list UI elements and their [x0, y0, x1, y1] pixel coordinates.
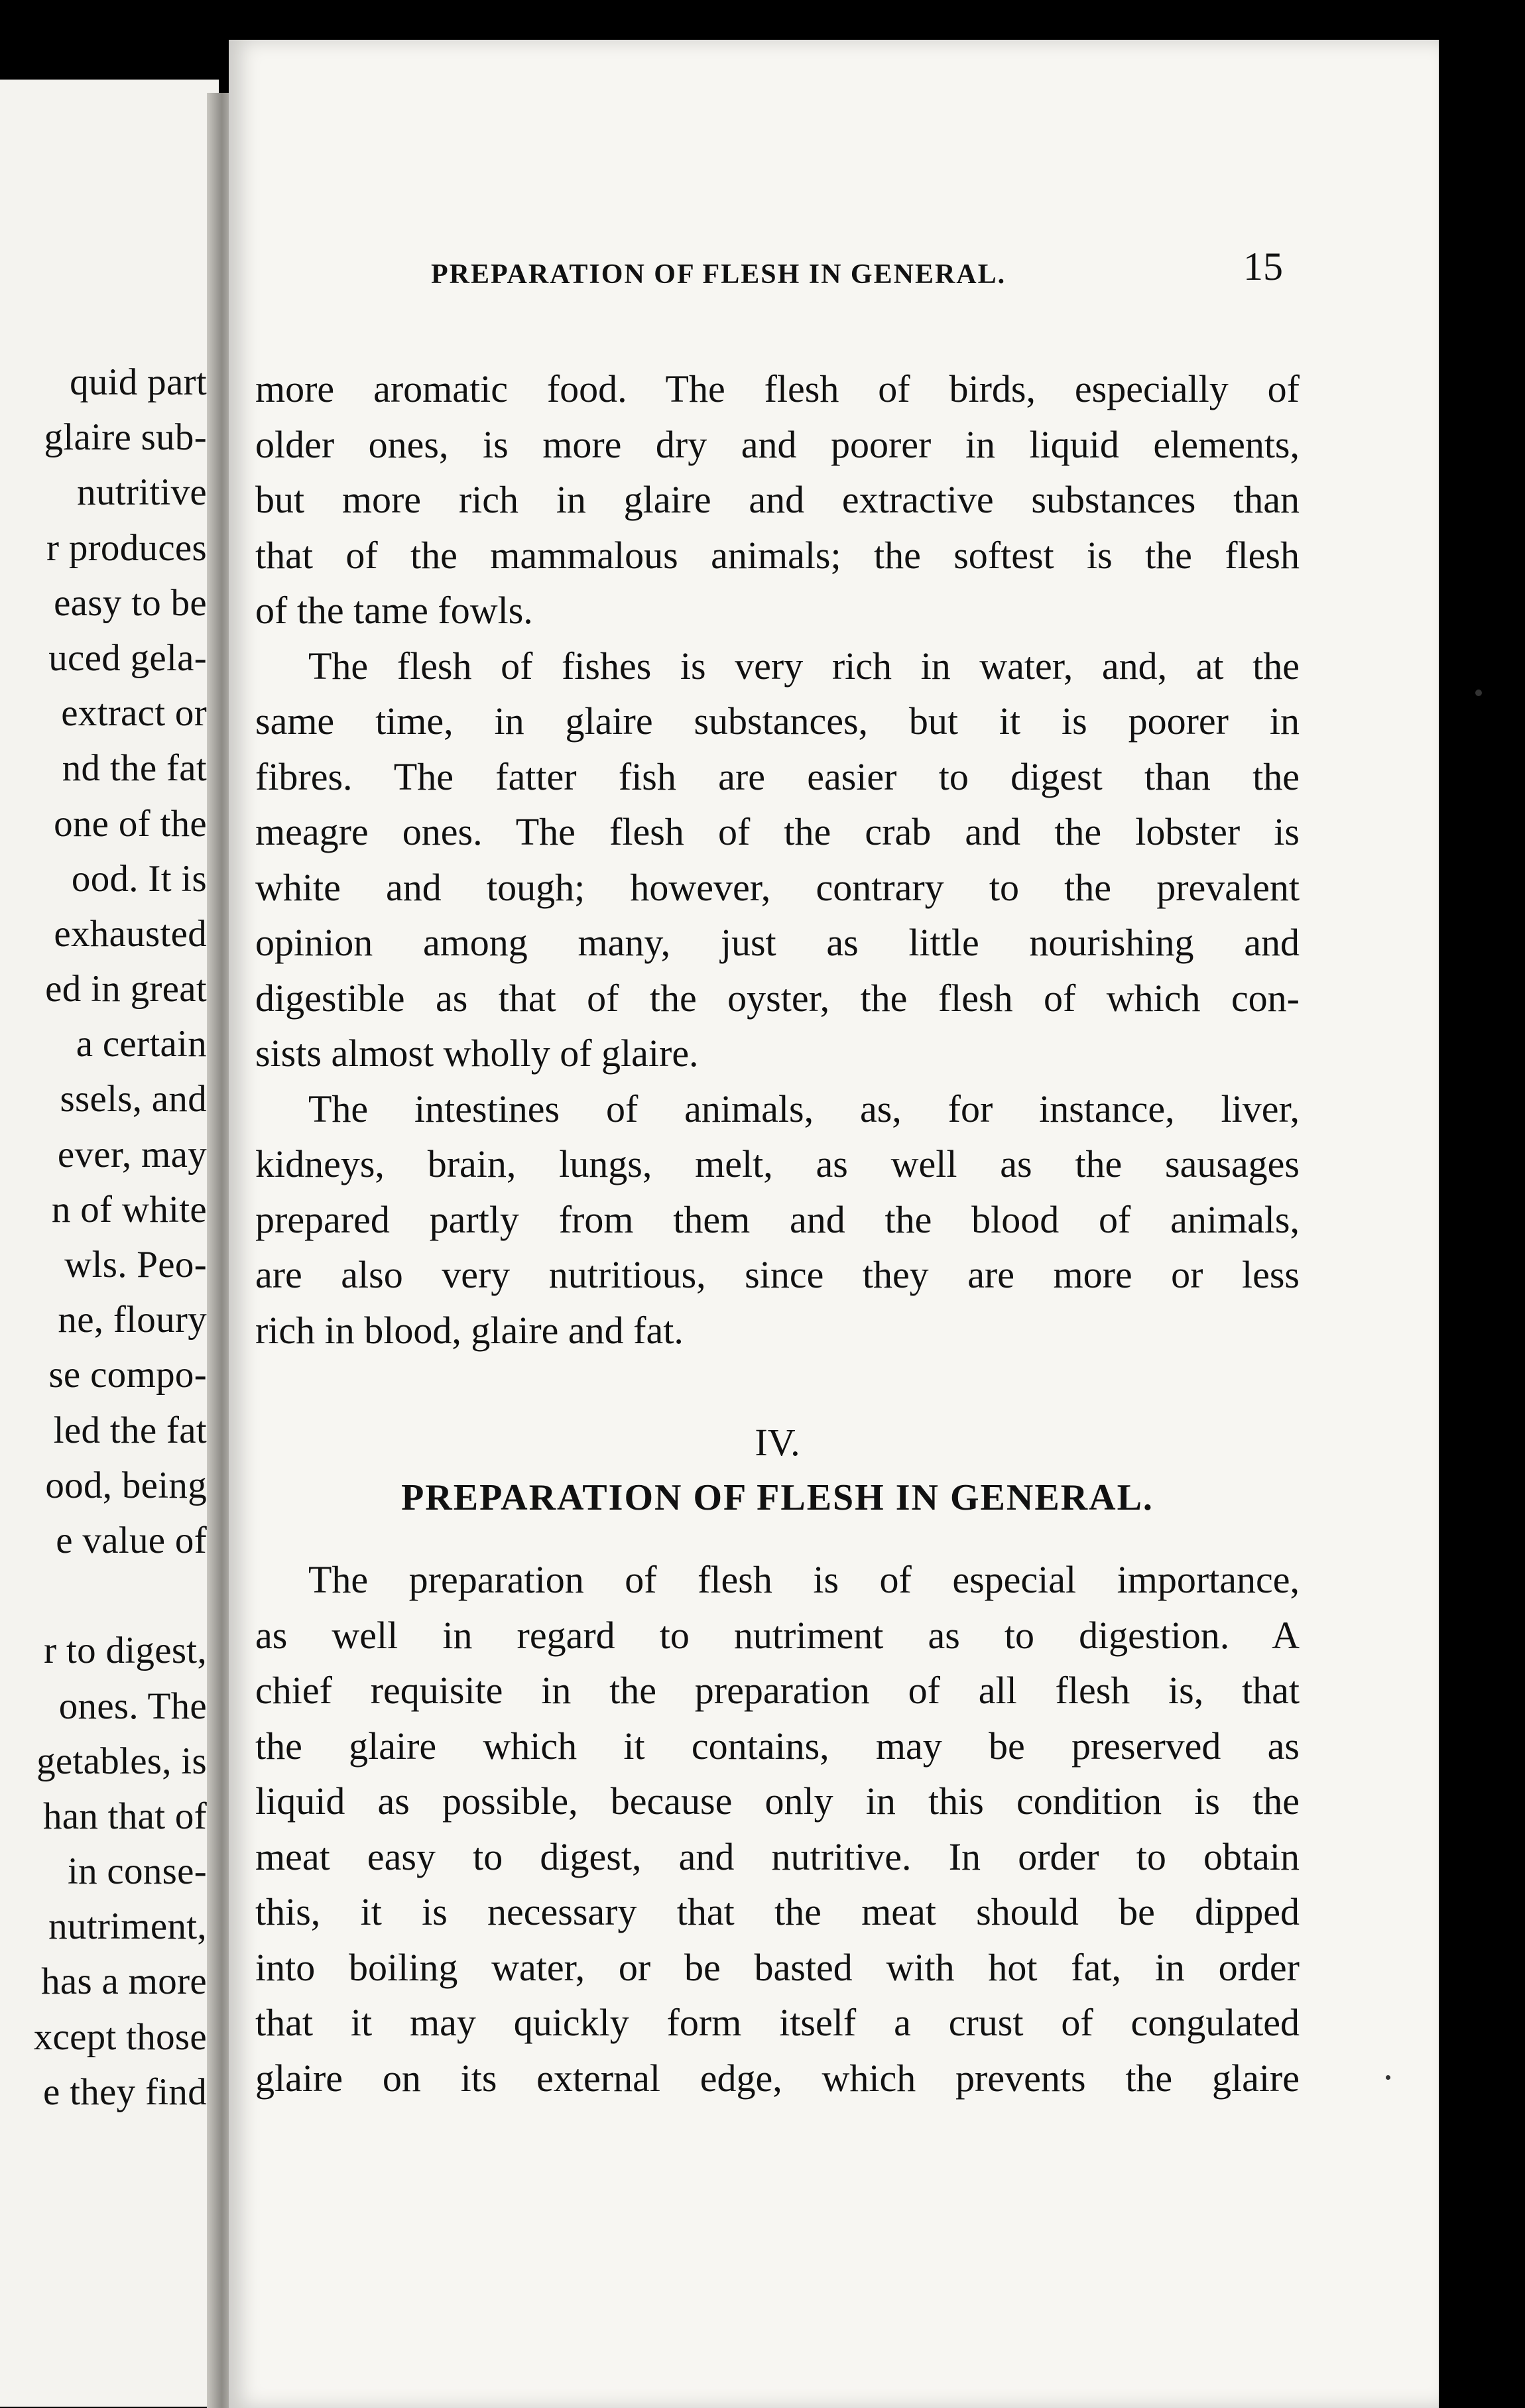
left-line: n of white	[51, 1188, 207, 1231]
text-line: this, it is necessary that the meat should be dipped	[255, 1890, 1300, 1933]
left-line: ssels, and	[60, 1078, 207, 1120]
paper-speck	[1475, 690, 1482, 696]
text-line: same time, in glaire substances, but it is poorer in	[255, 699, 1300, 743]
title-spacer	[255, 1526, 1300, 1552]
text-line: glaire on its external edge, which prevents the glaire	[255, 2056, 1300, 2100]
left-line: ne, floury	[58, 1299, 207, 1341]
left-line: nutritive	[77, 471, 207, 514]
paper-speck	[1386, 2075, 1390, 2080]
text-line: meat easy to digest, and nutritive. In order to obtain	[255, 1835, 1300, 1878]
text-line: rich in blood, glaire and fat.	[255, 1308, 684, 1352]
body-text	[255, 361, 1300, 2106]
text-line: the glaire which it contains, may be preserved as	[255, 1724, 1300, 1768]
left-line: ones. The	[58, 1685, 207, 1727]
left-line: e they find	[42, 2071, 207, 2113]
text-line: into boiling water, or be basted with hot fat, in order	[255, 1945, 1300, 1989]
text-line: The preparation of flesh is of especial importance,	[308, 1558, 1300, 1601]
left-line: xcept those	[33, 2016, 207, 2058]
text-line: kidneys, brain, lungs, melt, as well as the sausages	[255, 1142, 1300, 1185]
running-head: PREPARATION OF FLESH IN GENERAL.	[431, 259, 1006, 290]
left-line: han that of	[42, 1795, 207, 1837]
text-line: older ones, is more dry and poorer in liquid elements,	[255, 422, 1300, 466]
section-number: IV.	[755, 1421, 800, 1464]
left-line: e value of	[56, 1519, 207, 1561]
page-number: 15	[1243, 245, 1283, 288]
text-line: fibres. The fatter fish are easier to digest than the	[255, 754, 1300, 798]
left-line: has a more	[41, 1960, 207, 2003]
left-line: ood. It is	[71, 857, 207, 900]
right-page	[229, 40, 1439, 2408]
left-line: one of the	[54, 802, 207, 845]
left-line: extract or	[61, 692, 207, 735]
left-line: ood, being	[45, 1464, 207, 1506]
paragraph-2	[255, 638, 1300, 1081]
left-page	[0, 80, 219, 2407]
text-line: digestible as that of the oyster, the flesh of which con-	[255, 976, 1300, 1020]
text-line: white and tough; however, contrary to the prevalent	[255, 865, 1300, 909]
text-line: meagre ones. The flesh of the crab and the lobster is	[255, 810, 1300, 853]
paragraph-3	[255, 1081, 1300, 1358]
left-line: ed in great	[45, 968, 207, 1010]
text-line: opinion among many, just as little nourishing and	[255, 921, 1300, 964]
left-line: wls. Peo-	[64, 1244, 207, 1286]
text-line: prepared partly from them and the blood of animals,	[255, 1197, 1300, 1241]
left-line: r produces	[46, 526, 207, 569]
text-line: The flesh of fishes is very rich in water, and, at the	[308, 644, 1300, 688]
left-line: led the fat	[53, 1409, 207, 1451]
left-line: r to digest,	[44, 1630, 207, 1672]
text-line: that it may quickly form itself a crust of congulated	[255, 2001, 1300, 2044]
section-spacer	[255, 1358, 1300, 1415]
left-line: a certain	[76, 1023, 207, 1065]
left-line: quid part	[70, 361, 207, 403]
left-line: glaire sub-	[44, 416, 207, 459]
left-line	[0, 1568, 207, 1623]
left-line: se compo-	[48, 1354, 207, 1396]
left-line: easy to be	[54, 581, 207, 624]
text-line: chief requisite in the preparation of all flesh is, that	[255, 1669, 1300, 1712]
text-line: as well in regard to nutriment as to digestion. A	[255, 1613, 1300, 1657]
left-page-text	[0, 355, 207, 2120]
section-title: PREPARATION OF FLESH IN GENERAL.	[401, 1476, 1154, 1518]
left-line: uced gela-	[48, 636, 207, 679]
left-line: nutriment,	[48, 1905, 207, 1948]
left-line: in conse-	[67, 1850, 207, 1893]
text-line: The intestines of animals, as, for instance, liver,	[308, 1087, 1300, 1130]
text-line: of the tame fowls.	[255, 589, 533, 632]
text-line: liquid as possible, because only in this condition is the	[255, 1779, 1300, 1823]
left-line: nd the fat	[62, 747, 207, 790]
text-line: sists almost wholly of glaire.	[255, 1032, 699, 1075]
text-line: more aromatic food. The flesh of birds, especially of	[255, 367, 1300, 410]
text-line: are also very nutritious, since they are more or less	[255, 1253, 1300, 1296]
paragraph-4	[255, 1552, 1300, 2106]
paragraph-1	[255, 361, 1300, 638]
text-line: that of the mammalous animals; the softest is the flesh	[255, 533, 1300, 577]
left-line: getables, is	[36, 1740, 207, 1782]
text-line: but more rich in glaire and extractive substances than	[255, 478, 1300, 521]
left-line: ever, may	[57, 1133, 207, 1175]
left-line: exhausted	[54, 912, 207, 955]
